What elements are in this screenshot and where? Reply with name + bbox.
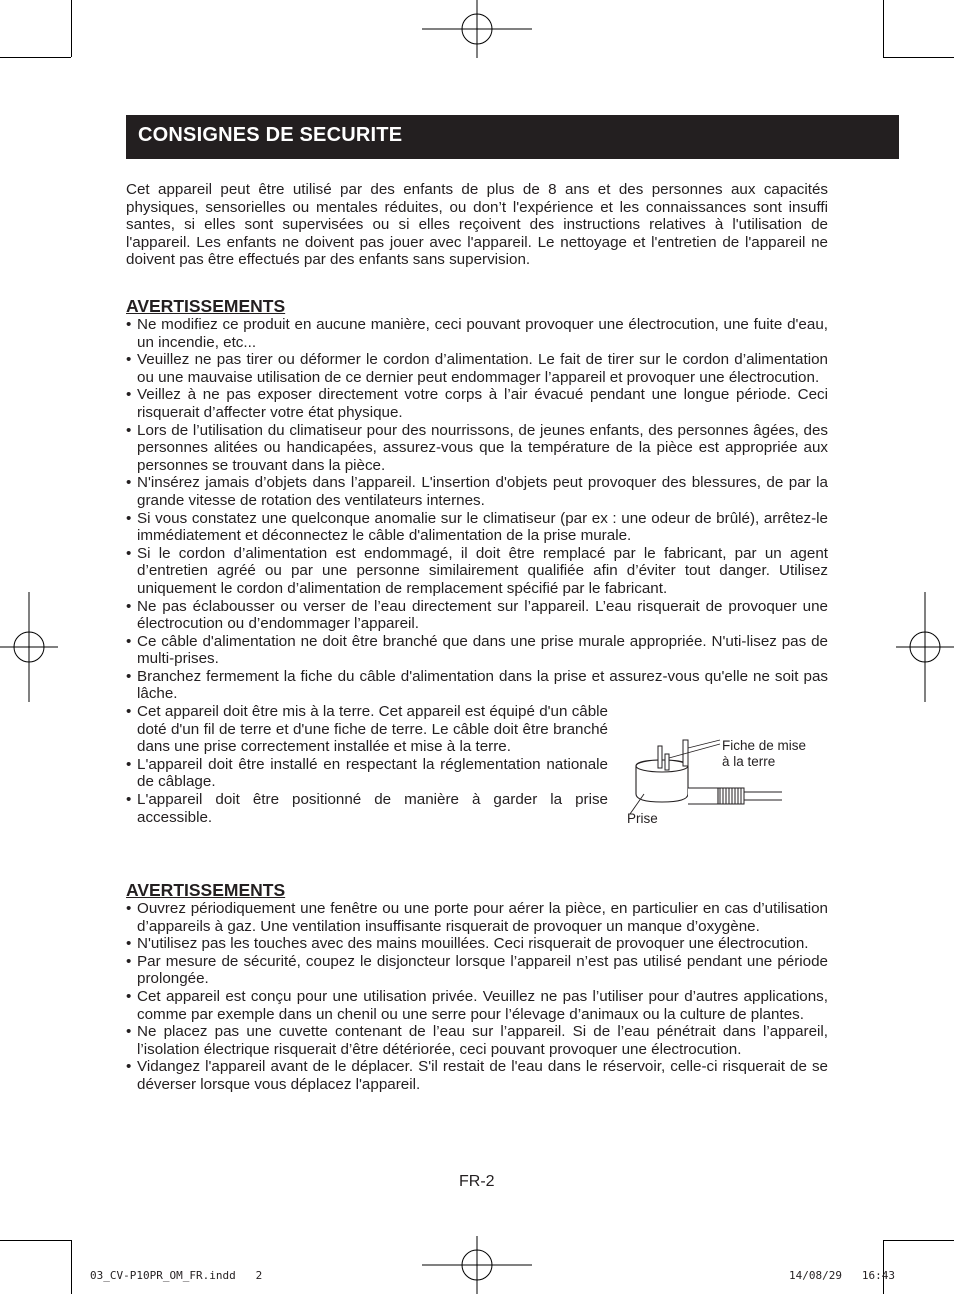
intro-paragraph: Cet appareil peut être utilisé par des enfants de plus de 8 ans et des personnes aux capacités physiques, sensorielles ou mentales réduites, ou don’t l'expérience et les connaissances sont insuffi santes, si elles sont supervisées ou si elles reçoivent des instructions relatives à l'utilisation de l'appareil. Les enfants ne doivent pas jouer avec l'appareil. Le nettoyage et l'entretien de l'appareil ne doivent pas être effectués par des enfants sans supervision.	[126, 181, 828, 269]
crop-mark	[0, 57, 71, 58]
list-item: • N'insérez jamais d’objets dans l’appareil. L'insertion d'objets peut provoquer des blessures, de par la grande vitesse de rotation des ventilateurs internes.	[126, 474, 828, 509]
crop-mark	[0, 1240, 71, 1241]
crop-mark	[883, 0, 884, 57]
socket-label: Prise	[627, 811, 658, 826]
list-item: • Vidangez l'appareil avant de le déplacer. S'il restait de l'eau dans le réservoir, celle-ci risquerait de se déverser lorsque vous déplacez l'appareil.	[126, 1058, 828, 1093]
list-item: • Si le cordon d’alimentation est endommagé, il doit être remplacé par le fabricant, par un agent d’entretien agréé ou par une personne similairement qualifiée afin d’éviter tout danger. Utilisez uniquement le cordon d’alimentation de remplacement spécifié par le fabricant.	[126, 545, 828, 598]
crop-mark	[71, 0, 72, 57]
list-item: • Par mesure de sécurité, coupez le disjoncteur lorsque l’appareil n’est pas utilisé pendant une période prolongée.	[126, 953, 828, 988]
page-number: FR-2	[459, 1173, 495, 1190]
file-name: 03_CV-P10PR_OM_FR.indd 2	[90, 1269, 263, 1282]
warnings-section-2	[126, 880, 828, 1094]
plug-label	[722, 738, 806, 770]
registration-mark-right	[896, 592, 954, 702]
page-title: CONSIGNES DE SECURITE	[138, 124, 403, 146]
print-timestamp: 14/08/29 16:43	[789, 1269, 895, 1282]
registration-mark-top	[422, 0, 532, 60]
section-heading: AVERTISSEMENTS	[126, 880, 286, 900]
list-item: • Si vous constatez une quelconque anomalie sur le climatiseur (par ex : une odeur de brûlé), arrêtez-le immédiatement et déconnectez le câble d'alimentation de la prise murale.	[126, 510, 828, 545]
list-item: • Branchez fermement la fiche du câble d'alimentation dans la prise et assurez-vous qu'elle ne soit pas lâche.	[126, 668, 828, 703]
section-heading: AVERTISSEMENTS	[126, 296, 286, 316]
warnings-list	[126, 316, 828, 703]
section-header	[126, 115, 899, 159]
plug-label-line: Fiche de mise	[722, 738, 807, 753]
crop-mark	[883, 1240, 884, 1294]
list-item: • N'utilisez pas les touches avec des mains mouillées. Ceci risquerait de provoquer une électrocution.	[126, 935, 828, 953]
registration-mark-bottom	[422, 1236, 532, 1294]
list-item: • Cet appareil est conçu pour une utilisation privée. Veuillez ne pas l’utiliser pour d’autres applications, comme par exemple dans un chenil ou une serre pour l’élevage d’animaux ou la culture de plantes.	[126, 988, 828, 1023]
crop-mark	[883, 1240, 954, 1241]
list-item: • Ne placez pas une cuvette contenant de l’eau sur l’appareil. Si de l’eau pénétrait dans l’appareil, l’isolation électrique risquerait d’être détériorée, ceci pouvant provoquer une électrocution.	[126, 1023, 828, 1058]
crop-mark	[71, 1240, 72, 1294]
list-item: • Cet appareil doit être mis à la terre. Cet appareil est équipé d'un câble doté d'un fil de terre et d'une fiche de terre. Le câble doit être branché dans une prise correctement installée et mise à la terre.	[126, 703, 608, 756]
registration-mark-left	[0, 592, 58, 702]
list-item: • Veillez à ne pas exposer directement votre corps à l’air évacué pendant une longue période. Ceci risquerait d’affecter votre état physique.	[126, 386, 828, 421]
grounded-plug-figure	[622, 732, 832, 832]
list-item: • Ne modifiez ce produit en aucune manière, ceci pouvant provoquer une électrocution, une fuite d'eau, un incendie, etc...	[126, 316, 828, 351]
list-item: • Ouvrez périodiquement une fenêtre ou une porte pour aérer la pièce, en particulier en cas d’utilisation d’appareils à gaz. Une ventilation insuffisante risquerait de provoquer un manque d’oxygène.	[126, 900, 828, 935]
list-item: • L'appareil doit être positionné de manière à garder la prise accessible.	[126, 791, 608, 826]
plug-label-line: à la terre	[722, 754, 776, 769]
list-item: • Ne pas éclabousser ou verser de l’eau directement sur l’appareil. L’eau risquerait de provoquer une électrocution ou d’endommager l’appareil.	[126, 598, 828, 633]
list-item: • Veuillez ne pas tirer ou déformer le cordon d’alimentation. Le fait de tirer sur le cordon d’alimentation ou une mauvaise utilisation de ce dernier peut endommager l’appareil et provoquer une électrocution.	[126, 351, 828, 386]
list-item: • L'appareil doit être installé en respectant la réglementation nationale de câblage.	[126, 756, 608, 791]
list-item: • Lors de l’utilisation du climatiseur pour des nourrissons, de jeunes enfants, des personnes âgées, des personnes alitées ou handicapées, assurez-vous que la température de la pièce est appropriée aux personnes se trouvant dans la pièce.	[126, 422, 828, 475]
crop-mark	[883, 57, 954, 58]
warnings-list	[126, 900, 828, 1094]
list-item: • Ce câble d'alimentation ne doit être branché que dans une prise murale appropriée. N'uti-lisez pas de multi-prises.	[126, 633, 828, 668]
